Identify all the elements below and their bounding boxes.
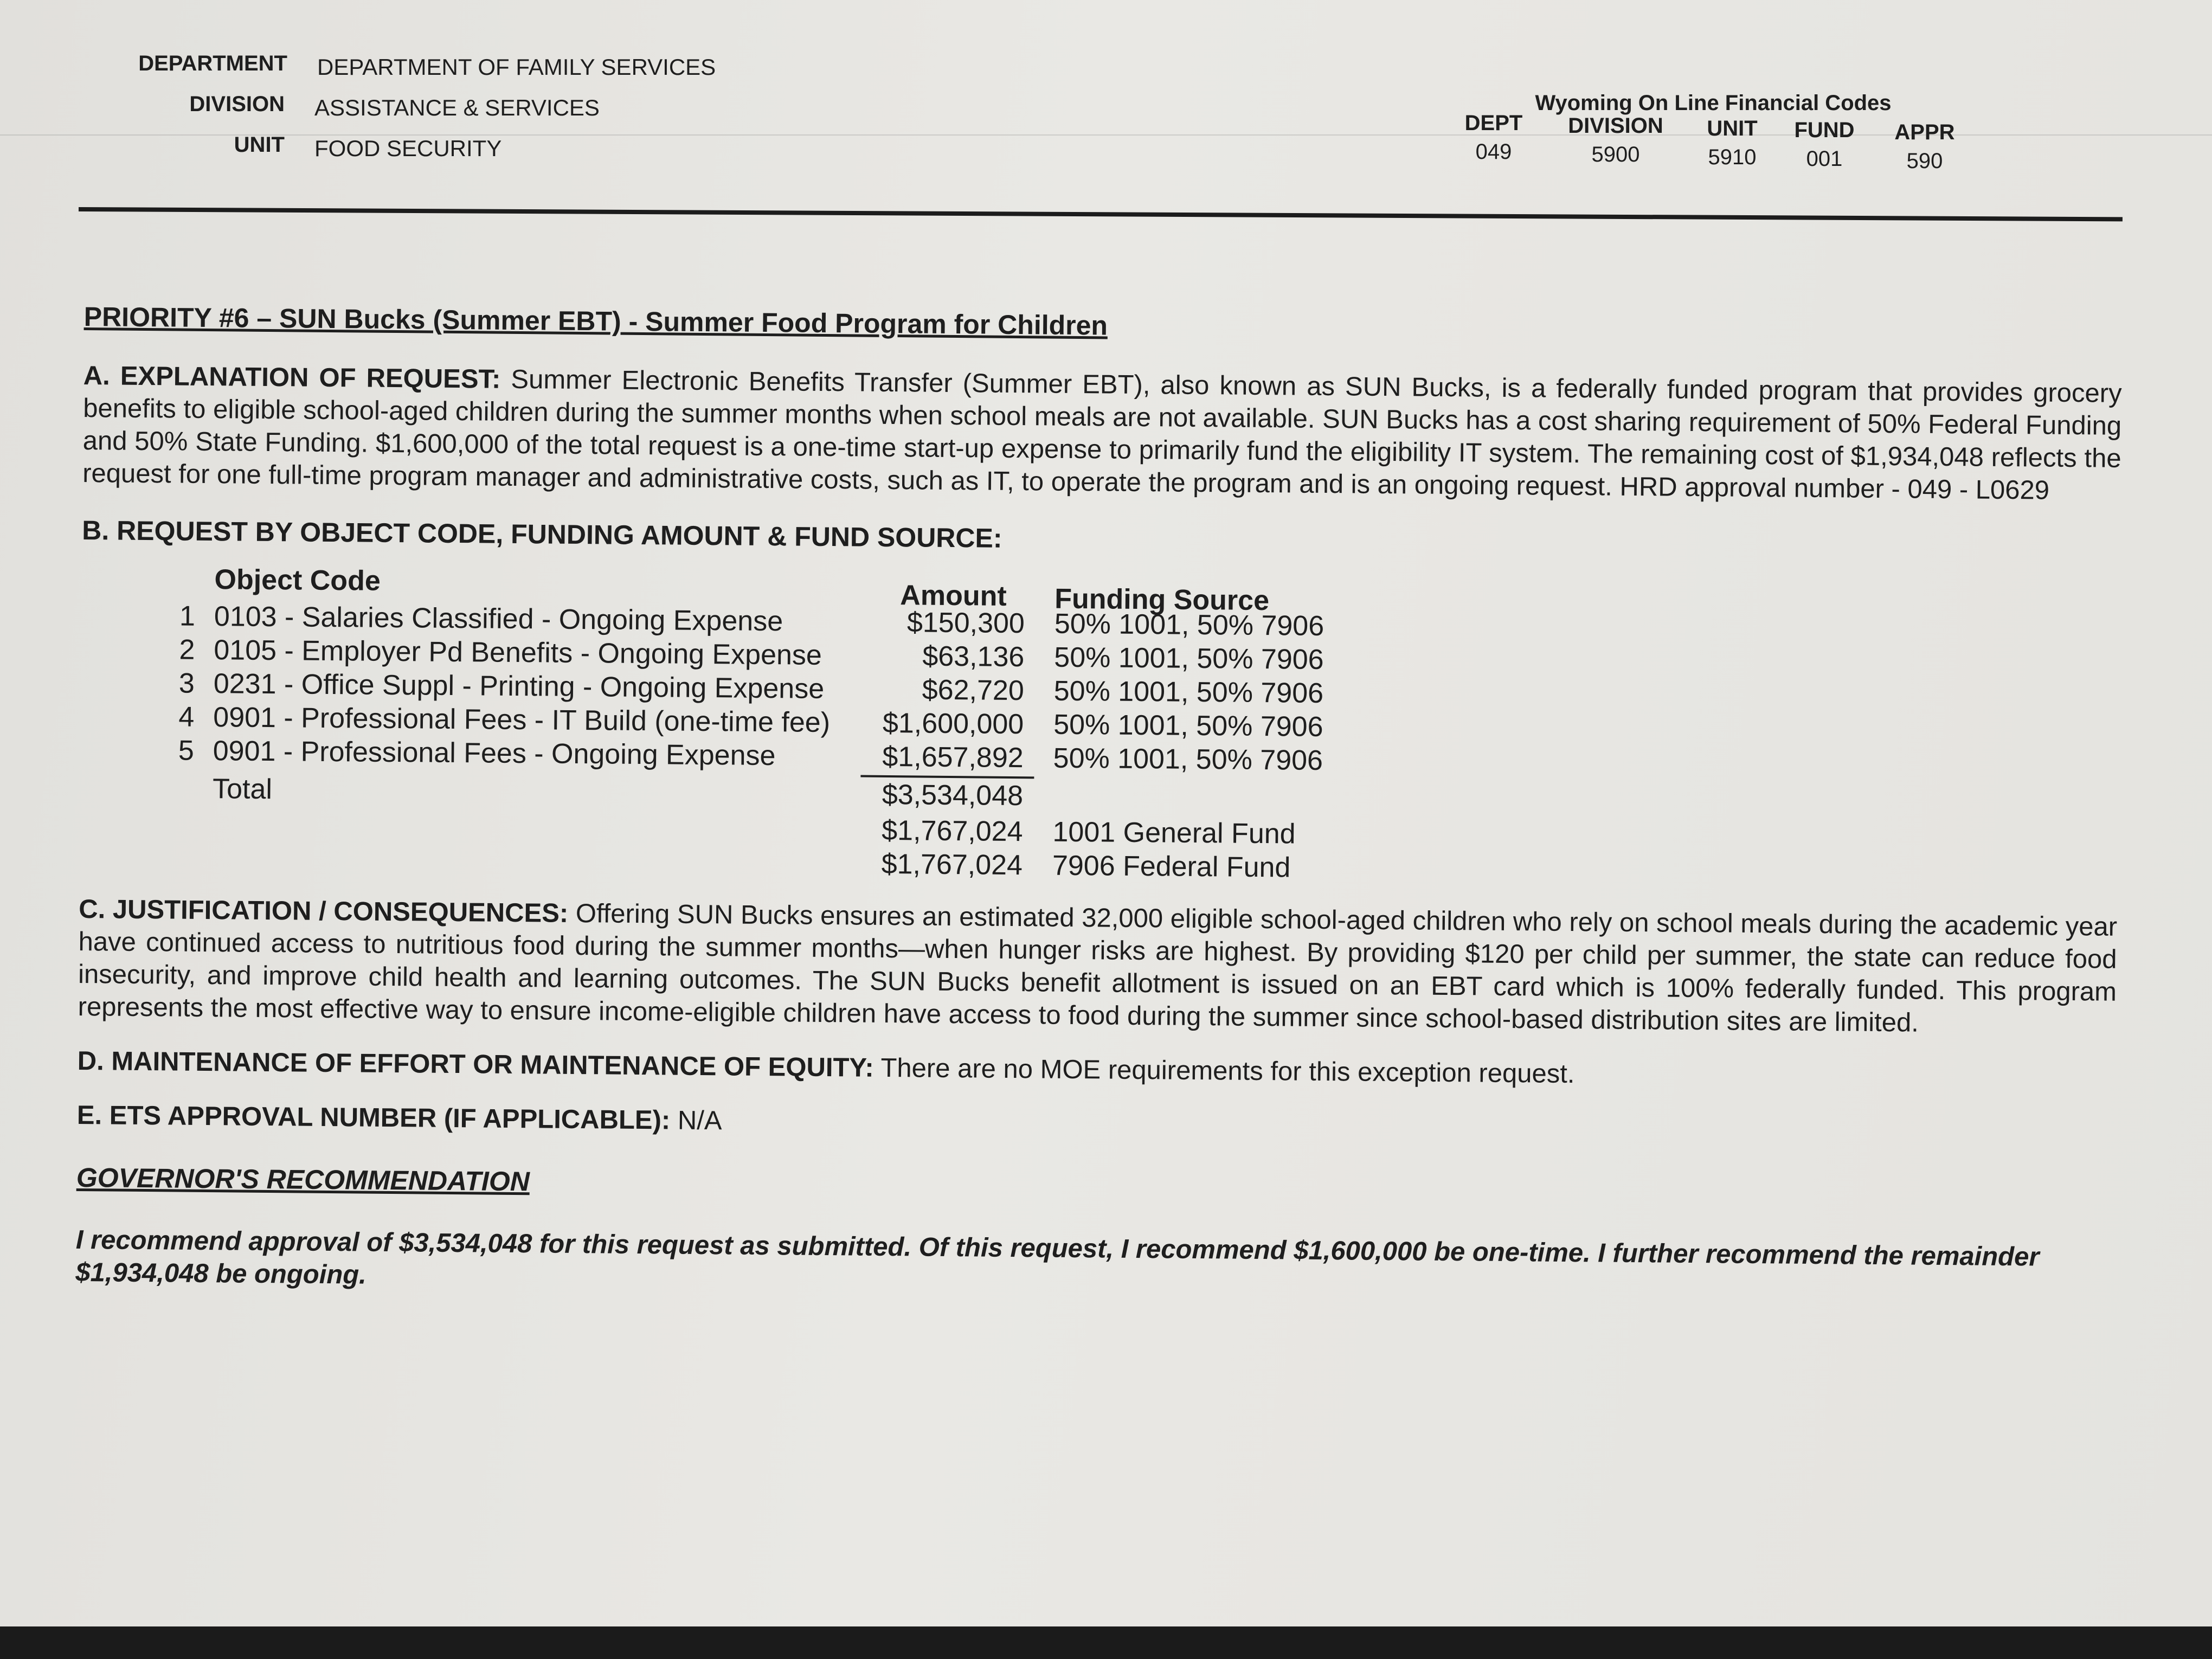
code-value: 5910 (1708, 145, 1757, 169)
amount: $1,600,000 (882, 707, 1024, 741)
funding-source: 50% 1001, 50% 7906 (1054, 641, 1324, 676)
funding-source: 50% 1001, 50% 7906 (1053, 709, 1323, 743)
section-a-text: Summer Electronic Benefits Transfer (Summer EBT), also known as SUN Bucks, is a federally funded program that provides grocery benefits to eligible school-aged children during the summer months when school meals are not available. SUN Bucks has a cost sharing requirement of 50% Federal Funding and 50% State Funding. $1,600,000 of the total request is a one-time start-up expense to primarily fund the eligibility IT system. The remaining cost of $1,934,048 reflects the request for one full-time program manager and administrative costs, such as IT, to operate the program and is an ongoing request. HRD approval number - 049 - L0629 (82, 364, 2122, 505)
section-b-label: B. REQUEST BY OBJECT CODE, FUNDING AMOUNT & FUND SOURCE: (82, 515, 1002, 554)
row-number: 1 (179, 600, 196, 632)
object-code: 0901 - Professional Fees - IT Build (one-time fee) (213, 702, 831, 739)
row-number: 2 (179, 634, 195, 666)
row-number: 3 (178, 667, 195, 699)
code-label: FUND (1794, 118, 1855, 142)
department-label: DEPARTMENT (138, 52, 287, 75)
section-d-text: There are no MOE requirements for this exception request. (873, 1053, 1575, 1089)
federal-fund-label: 7906 Federal Fund (1052, 850, 1291, 884)
governor-recommendation: I recommend approval of $3,534,048 for this request as submitted. Of this request, I recommend $1,600,000 be one-time. I further recommend the remainder $1,934,048 be ongoing. (75, 1225, 2040, 1290)
section-e-text: N/A (670, 1105, 722, 1136)
total-amount: $3,534,048 (882, 779, 1024, 812)
funding-source: 50% 1001, 50% 7906 (1054, 608, 1324, 642)
section-a-label: A. EXPLANATION OF REQUEST: (83, 361, 501, 394)
department-value: DEPARTMENT OF FAMILY SERVICES (317, 54, 716, 80)
section-e-label: E. ETS APPROVAL NUMBER (IF APPLICABLE): (76, 1100, 671, 1135)
object-code: 0103 - Salaries Classified - Ongoing Expense (214, 601, 783, 638)
unit-value: FOOD SECURITY (314, 136, 502, 161)
section-d (78, 1045, 2116, 1095)
section-c (78, 893, 2117, 1041)
funding-source: 50% 1001, 50% 7906 (1053, 675, 1324, 709)
code-value: 001 (1806, 147, 1843, 171)
code-value: 049 (1475, 140, 1512, 164)
col-header-funding-source: Funding Source (1054, 583, 1270, 617)
division-label: DIVISION (189, 92, 285, 116)
document-body (75, 301, 2123, 1307)
general-fund-amount: $1,767,024 (882, 814, 1023, 848)
amount: $1,657,892 (882, 741, 1024, 774)
row-number: 4 (178, 701, 195, 733)
object-code: 0231 - Office Suppl - Printing - Ongoing Expense (213, 668, 825, 705)
object-code: 0105 - Employer Pd Benefits - Ongoing Expense (214, 634, 822, 671)
object-code: 0901 - Professional Fees - Ongoing Expense (213, 735, 776, 772)
general-fund-label: 1001 General Fund (1052, 816, 1296, 850)
code-label: APPR (1894, 120, 1955, 144)
code-label: DIVISION (1568, 114, 1663, 138)
row-number: 5 (178, 735, 195, 767)
code-value: 590 (1906, 149, 1943, 173)
section-d-label: D. MAINTENANCE OF EFFORT OR MAINTENANCE OF EQUITY: (77, 1046, 874, 1083)
priority-title: PRIORITY #6 – SUN Bucks (Summer EBT) - Summer Food Program for Children (83, 301, 1108, 341)
code-label: DEPT (1464, 111, 1523, 135)
total-label: Total (212, 773, 273, 806)
code-col-appr (1854, 120, 1995, 173)
federal-fund-amount: $1,767,024 (881, 848, 1023, 882)
financial-codes-title: Wyoming On Line Financial Codes (1535, 91, 1892, 115)
section-c-label: C. JUSTIFICATION / CONSEQUENCES: (78, 894, 569, 928)
table-surface (0, 1626, 2212, 1659)
code-value: 5900 (1591, 143, 1640, 166)
amount: $62,720 (922, 674, 1025, 707)
code-col-dept (1423, 111, 1564, 164)
unit-label: UNIT (234, 133, 285, 157)
funding-table (79, 562, 2120, 905)
col-header-amount: Amount (900, 580, 1007, 612)
amount: $63,136 (922, 640, 1025, 673)
section-a (82, 359, 2122, 507)
section-c-text: Offering SUN Bucks ensures an estimated 32,000 eligible school-aged children who rely on school meals during the academic year have continued access to nutritious food during the summer months—when hunger risks are highest. By providing $120 per child per summer, the state can reduce food insecurity, and improve child health and learning outcomes. The SUN Bucks benefit allotment is issued on an EBT card which is 100% federally funded. This program represents the most effective way to ensure income-eligible children have access to food during the summer since school-based distribution sites are limited. (78, 898, 2118, 1038)
col-header-object-code: Object Code (214, 564, 381, 597)
governor-heading: GOVERNOR'S RECOMMENDATION (76, 1162, 530, 1197)
code-label: UNIT (1707, 117, 1758, 140)
amount: $150,300 (906, 607, 1025, 640)
funding-source: 50% 1001, 50% 7906 (1053, 742, 1323, 776)
division-value: ASSISTANCE & SERVICES (314, 95, 600, 120)
section-e (77, 1099, 2115, 1149)
